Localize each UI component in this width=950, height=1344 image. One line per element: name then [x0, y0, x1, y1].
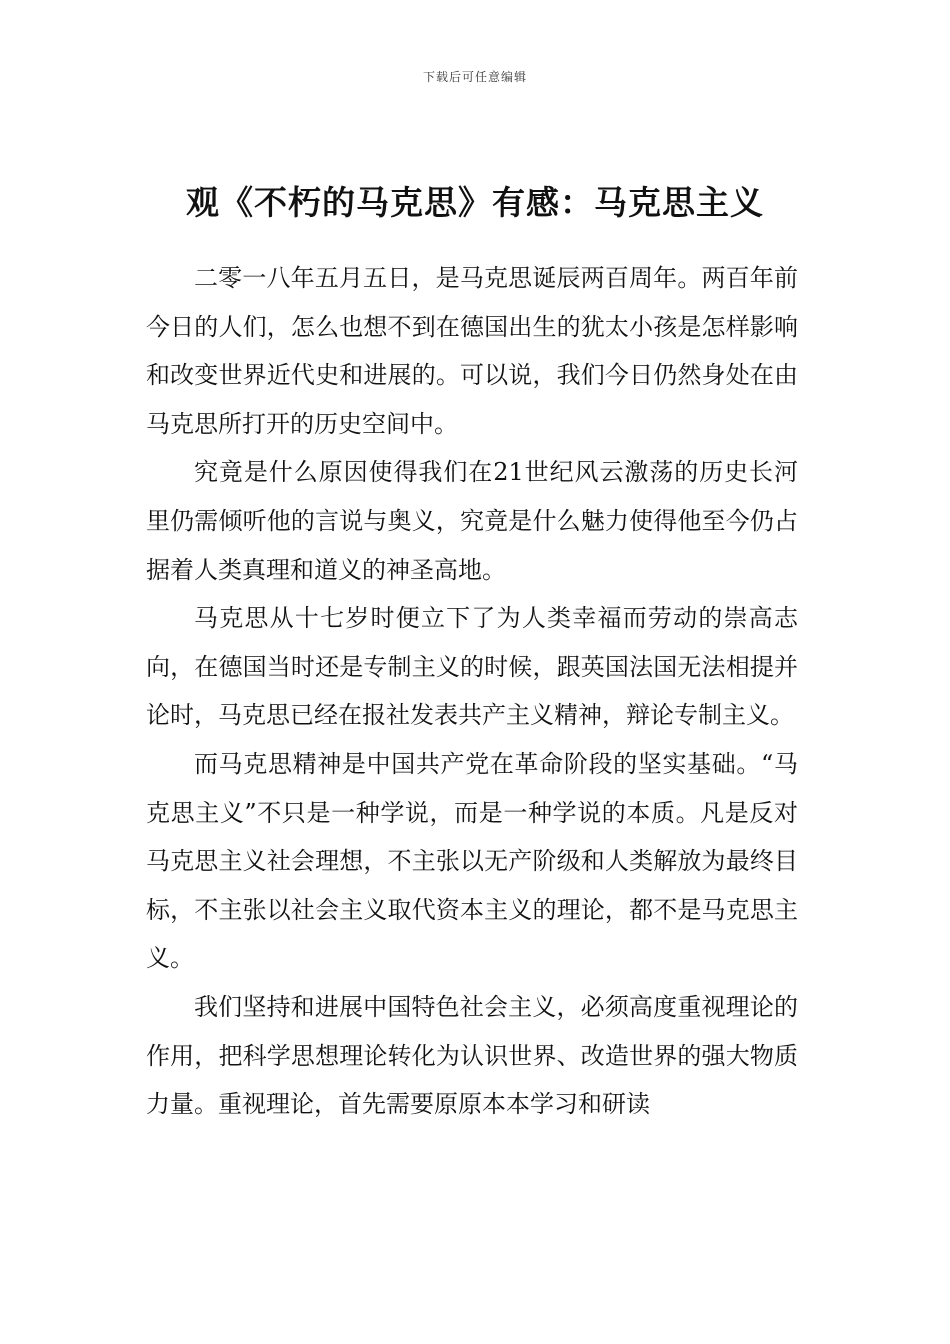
paragraph-4: 而马克思精神是中国共产党在革命阶段的坚实基础。“马克思主义”不只是一种学说，而是一种学说的本质。凡是反对马克思主义社会理想，不主张以无产阶级和人类解放为最终目标，不主张以社会主义取代资本主义的理论，都不是马克思主义。	[146, 749, 798, 973]
paragraph-3: 马克思从十七岁时便立下了为人类幸福而劳动的崇高志向，在德国当时还是专制主义的时候，跟英国法国无法相提并论时，马克思已经在报社发表共产主义精神，辩论专制主义。	[146, 604, 798, 730]
header-note: 下载后可任意编辑	[422, 70, 527, 84]
paragraph-2: 究竟是什么原因使得我们在21世纪风云激荡的历史长河里仍需倾听他的言说与奥义，究竟是什么魅力使得他至今仍占据着人类真理和道义的神圣高地。	[146, 458, 798, 584]
document-body	[146, 254, 798, 1129]
paragraph-5: 我们坚持和进展中国特色社会主义，必须高度重视理论的作用，把科学思想理论转化为认识世界、改造世界的强大物质力量。重视理论，首先需要原原本本学习和研读	[146, 992, 798, 1119]
document-title: 观《不朽的马克思》有感：马克思主义	[186, 183, 764, 222]
paragraph-1: 二零一八年五月五日，是马克思诞辰两百周年。两百年前今日的人们，怎么也想不到在德国出生的犹太小孩是怎样影响和改变世界近代史和进展的。可以说，我们今日仍然身处在由马克思所打开的历史空间中。	[146, 264, 798, 438]
